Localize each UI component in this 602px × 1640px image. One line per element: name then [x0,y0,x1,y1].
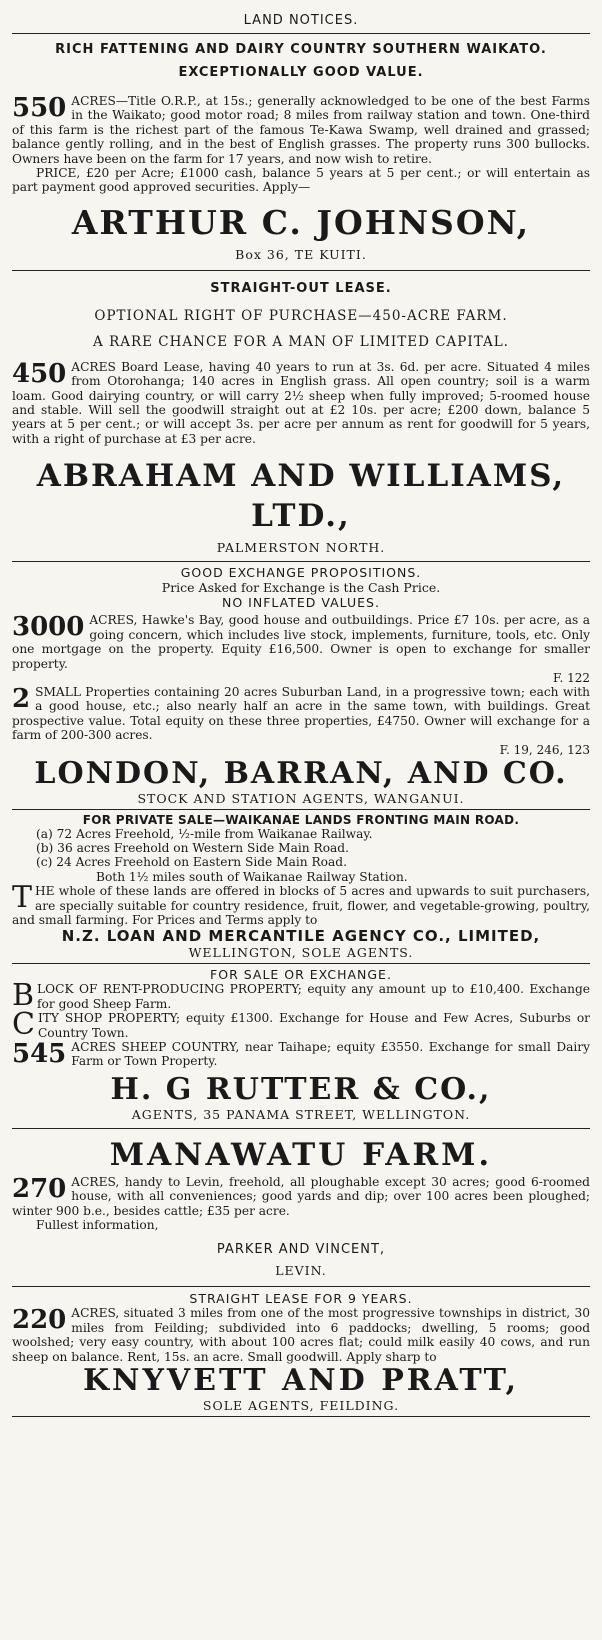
agent-address: STOCK AND STATION AGENTS, WANGANUI. [137,790,465,806]
listing-paragraph [12,613,590,671]
ad-subheadline: A RARE CHANCE FOR A MAN OF LIMITED CAPITAL. [93,333,509,350]
agent-address: AGENTS, 35 PANAMA STREET, WELLINGTON. [131,1106,471,1122]
ad-straight-lease-9-years [12,1291,590,1413]
acreage-number: 220 [12,1305,67,1336]
divider [12,809,590,810]
ad-waikanae-lands [12,813,590,961]
agent-address: LEVIN. [275,1263,327,1279]
listing-paragraph [12,1007,590,1043]
agent-name: KNYVETT AND PRATT, [82,1363,520,1399]
ad-sale-or-exchange [12,967,590,1121]
divider [12,1128,590,1129]
drop-cap: T [12,880,33,916]
listing-paragraph [12,880,590,927]
ad-subheadline: OPTIONAL RIGHT OF PURCHASE—450-ACRE FARM. [94,307,508,324]
agent-name: ABRAHAM AND WILLIAMS, LTD., [36,458,566,535]
listing-body: SMALL Properties containing 20 acres Suburban Land, in a progressive town; each with a good house, etc.; also nearly half an acre in the same town, with buildings. Great prospective value. Total equity on these three properties, £4750. Owner will exchange for a farm of 200-300 acres. [12,684,590,743]
agent-name: H. G RUTTER & CO., [110,1071,492,1107]
drop-cap: B [12,978,35,1014]
listing-body: ACRES Board Lease, having 40 years to run at 3s. 6d. per acre. Situated 4 miles from Otorohanga; 140 acres in English grass. All open country; soil is a warm loam. Good dairying country, or will carry 2½ sheep when fully improved; 5-roomed house and stable. Will sell the goodwill straight out at £2 10s. per acre; £200 down, balance 5 years at 5 per cent.; or will accept 3s. per acre per annum as rent for goodwill for 5 years, with a right of purchase at £3 per acre. [12,359,590,446]
ad-straight-out-lease [12,281,590,555]
listing-body: ITY SHOP PROPERTY; equity £1300. Exchange for House and Few Acres, Suburbs or Country Town. [37,1011,590,1040]
divider [12,963,590,964]
info-line: Fullest information, [36,1218,159,1233]
ad-headline: STRAIGHT-OUT LEASE. [210,280,392,296]
reference-number: F. 19, 246, 123 [499,742,590,757]
ad-headline: MANAWATU FARM. [109,1136,493,1173]
acreage-number: 270 [12,1173,67,1204]
ad-subheadline: Price Asked for Exchange is the Cash Price. [161,580,441,596]
agent-name: N.Z. LOAN AND MERCANTILE AGENCY CO., LIMITED, [61,927,541,946]
ad-headline: GOOD EXCHANGE PROPOSITIONS. [180,565,422,581]
lot-item: (a) 72 Acres Freehold, ½-mile from Waikanae Railway. [36,826,373,841]
listing-body: LOCK OF RENT-PRODUCING PROPERTY; equity any amount up to £10,400. Exchange for good Sheep Farm. [37,982,590,1011]
ad-headline: FOR SALE OR EXCHANGE. [210,967,392,983]
acreage-number: 545 [12,1039,67,1069]
reference-number: F. 122 [553,670,590,685]
listing-paragraph [12,685,590,743]
ad-headline: RICH FATTENING AND DAIRY COUNTRY SOUTHERN WAIKATO. [55,42,547,57]
lot-item: (b) 36 acres Freehold on Western Side Main Road. [36,840,349,855]
agent-address: PALMERSTON NORTH. [216,540,386,556]
agent-address: WELLINGTON, SOLE AGENTS. [188,945,414,961]
acreage-number: 450 [12,358,67,389]
listing-paragraph [12,1306,590,1364]
acreage-number: 2 [12,683,31,714]
listing-body: ACRES—Title O.R.P., at 15s.; generally acknowledged to be one of the best Farms in the Waikato; good motor road; 8 miles from railway station and town. One-third of this farm is the richest part of the famous Te-Kawa Swamp, well drained and grassed; balance gently rolling, and in the best of English grasses. The property runs 300 bullocks. Owners have been on the farm for 17 years, and now wish to retire. [12,94,590,166]
listing-body: ACRES, Hawke's Bay, good house and outbuildings. Price £7 10s. per acre, as a going concern, which includes live stock, implements, furniture, tools, etc. Only one mortgage on the property. Equity £16,500. Owner is open to exchange for smaller property. [12,613,590,671]
listing-paragraph [12,1040,590,1069]
divider [12,270,590,271]
agent-name: PARKER AND VINCENT, [216,1242,386,1258]
listing-paragraph [12,978,590,1014]
divider [12,33,590,34]
agent-name: LONDON, BARRAN, AND CO. [34,755,568,791]
ad-subheadline: NO INFLATED VALUES. [222,595,380,611]
land-notices-column [12,10,590,1420]
listing-paragraph [12,94,590,166]
ad-headline: STRAIGHT LEASE FOR 9 YEARS. [189,1291,413,1307]
agent-address: SOLE AGENTS, FEILDING. [202,1398,400,1414]
listing-body: ACRES SHEEP COUNTRY, near Taihape; equity £3550. Exchange for small Dairy Farm or Town Property. [71,1040,590,1069]
agent-name: ARTHUR C. JOHNSON, [71,202,531,242]
ad-subheadline: EXCEPTIONALLY GOOD VALUE. [178,65,424,80]
listing-body: ACRES, handy to Levin, freehold, all ploughable except 30 acres; good 6-roomed house, with all conveniences; good yards and dip; over 100 acres been ploughed; winter 900 b.e., besides cattle; £35 per acre. [12,1174,590,1218]
ad-southern-waikato [12,42,590,262]
ad-manawatu-farm [12,1135,590,1279]
divider [12,561,590,562]
acreage-number: 550 [12,93,67,123]
listing-body: HE whole of these lands are offered in blocks of 5 acres and upwards to suit purchasers, are specially suitable for country residence, fruit, flower, and vegetable-growing, poultry, and small farming. For Prices and Terms apply to [12,884,590,927]
ad-exchange-propositions [12,565,590,805]
ad-headline: FOR PRIVATE SALE—WAIKANAE LANDS FRONTING MAIN ROAD. [82,812,520,827]
divider [12,1416,590,1417]
listing-paragraph [12,1175,590,1218]
divider [12,1286,590,1287]
listing-body: ACRES, situated 3 miles from one of the most progressive townships in district, 30 miles from Feilding; subdivided into 6 paddocks; dwelling, 5 rooms; good woolshed; very easy country, with about 100 acres flat; could milk easily 40 cows, and run sheep on balance. Rent, 15s. an acre. Small goodwill. Apply sharp to [12,1306,590,1364]
location-note: Both 1½ miles south of Waikanae Railway Station. [96,869,408,884]
price-text: PRICE, £20 per Acre; £1000 cash, balance 5 years at 5 per cent.; or will entertain as part payment good approved securities. Apply— [12,166,590,195]
drop-cap: C [12,1007,35,1043]
listing-paragraph [12,360,590,446]
column-title: LAND NOTICES. [243,13,359,28]
acreage-number: 3000 [12,612,85,643]
lot-item: (c) 24 Acres Freehold on Eastern Side Main Road. [36,855,347,870]
agent-address: Box 36, TE KUITI. [235,246,367,262]
